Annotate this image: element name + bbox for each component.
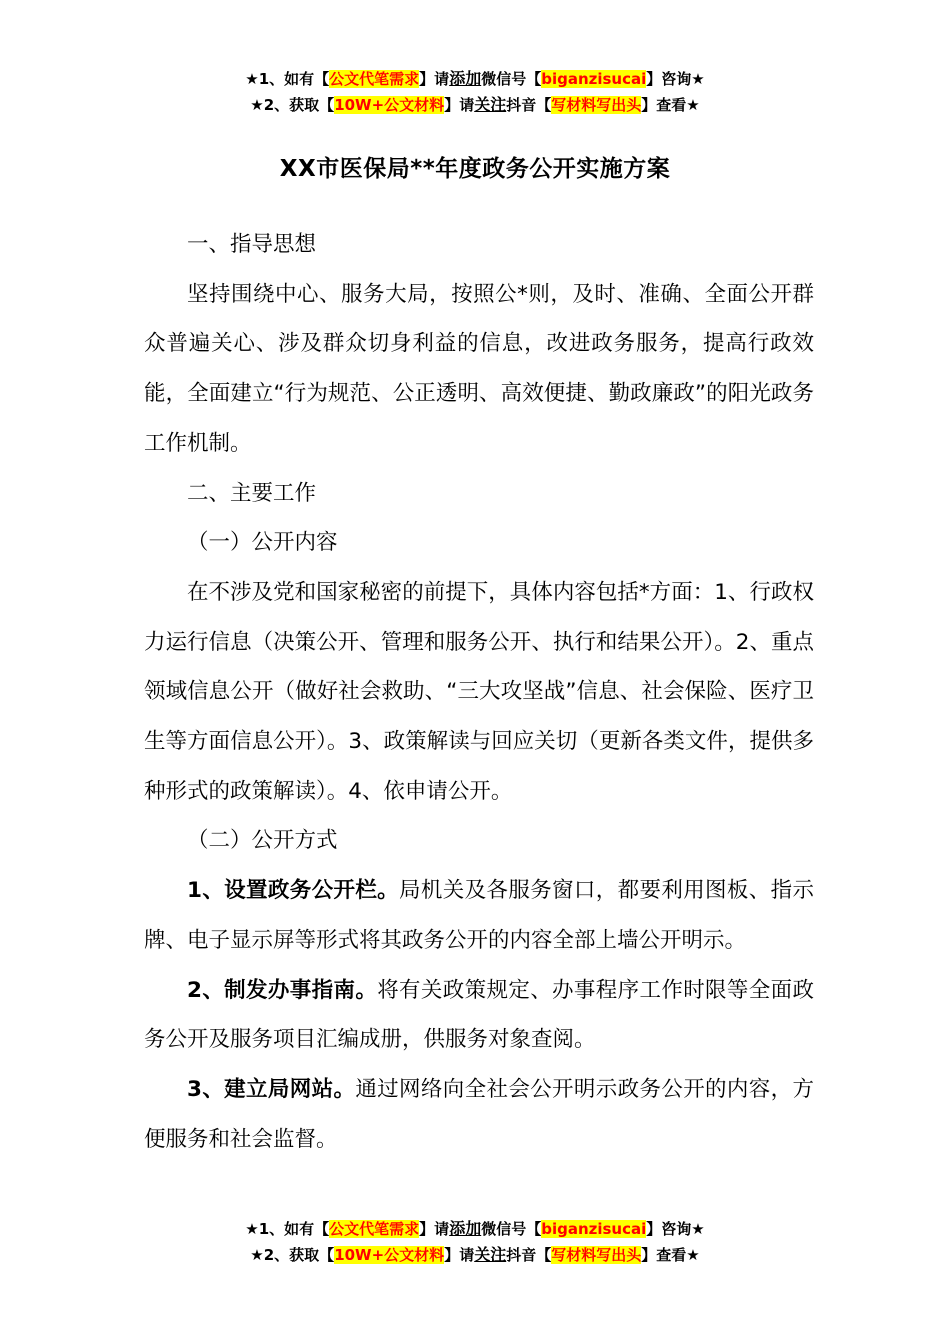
- item-text: 通过网络向全社会公开明示政务公开的内容，方便服务和社会监督。: [144, 1076, 814, 1152]
- banner-underline: 添加: [449, 69, 482, 88]
- banner-highlight: 10W+公文材料: [334, 1246, 445, 1264]
- banner-text: 】请: [444, 1246, 475, 1264]
- banner-highlight: 10W+公文材料: [334, 96, 445, 114]
- item-label: 1、设置政务公开栏。: [187, 878, 400, 904]
- document-title: XX市医保局**年度政务公开实施方案: [279, 156, 671, 182]
- banner-line-2: [0, 1242, 950, 1268]
- subsection-heading: （二）公开方式: [187, 828, 338, 854]
- banner-underline: 关注: [474, 1245, 507, 1264]
- banner-highlight: 公文代笔需求: [329, 70, 420, 88]
- banner-text: 】请: [419, 1220, 450, 1238]
- section-heading: 二、主要工作: [187, 480, 317, 506]
- banner-text: 】请: [444, 96, 475, 114]
- banner-text: 】咨询★: [646, 70, 705, 88]
- document-body: [144, 220, 814, 1164]
- paragraph: 坚持围绕中心、服务大局，按照公*则，及时、准确、全面公开群众普遍关心、涉及群众切身利益的信息，改进政务服务，提高行政效能，全面建立“行为规范、公正透明、高效便捷、勤政廉政”的阳光政务工作机制。: [144, 281, 814, 456]
- banner-underline: 添加: [449, 1219, 482, 1238]
- banner-text: ★2、获取【: [250, 1246, 335, 1264]
- banner-highlight: biganzisucai: [541, 1220, 647, 1238]
- banner-line-2: [0, 92, 950, 118]
- banner-text: 微信号【: [481, 1220, 542, 1238]
- item-label: 2、制发办事指南。: [187, 977, 378, 1003]
- banner-text: 】查看★: [641, 96, 700, 114]
- item-label: 3、建立局网站。: [187, 1076, 356, 1102]
- banner-text: ★1、如有【: [245, 1220, 330, 1238]
- banner-line-1: [0, 66, 950, 92]
- item-text: 将有关政策规定、办事程序工作时限等全面政务公开及服务项目汇编成册，供服务对象查阅。: [144, 977, 814, 1053]
- list-item: [144, 966, 814, 1065]
- footer-banner: [0, 1216, 950, 1268]
- banner-highlight: biganzisucai: [541, 70, 647, 88]
- banner-underline: 关注: [474, 95, 507, 114]
- list-item: [144, 1065, 814, 1164]
- banner-text: 】查看★: [641, 1246, 700, 1264]
- subsection-heading: （一）公开内容: [187, 530, 338, 556]
- banner-text: ★1、如有【: [245, 70, 330, 88]
- header-banner: [0, 66, 950, 118]
- banner-text: 】咨询★: [646, 1220, 705, 1238]
- banner-text: ★2、获取【: [250, 96, 335, 114]
- banner-line-1: [0, 1216, 950, 1242]
- list-item: [144, 866, 814, 965]
- banner-text: 抖音【: [506, 1246, 552, 1264]
- section-heading: 一、指导思想: [187, 232, 317, 257]
- paragraph: 在不涉及党和国家秘密的前提下，具体内容包括*方面：1、行政权力运行信息（决策公开、管理和服务公开、执行和结果公开）。2、重点领域信息公开（做好社会救助、“三大攻坚战”信息、社会保险、医疗卫生等方面信息公开）。3、政策解读与回应关切（更新各类文件，提供多种形式的政策解读）。4、依申请公开。: [144, 579, 814, 804]
- banner-text: 抖音【: [506, 96, 552, 114]
- banner-highlight: 写材料写出头: [551, 1246, 642, 1264]
- banner-highlight: 写材料写出头: [551, 96, 642, 114]
- banner-highlight: 公文代笔需求: [329, 1220, 420, 1238]
- banner-text: 微信号【: [481, 70, 542, 88]
- banner-text: 】请: [419, 70, 450, 88]
- item-text: 局机关及各服务窗口，都要利用图板、指示牌、电子显示屏等形式将其政务公开的内容全部上墙公开明示。: [144, 878, 814, 953]
